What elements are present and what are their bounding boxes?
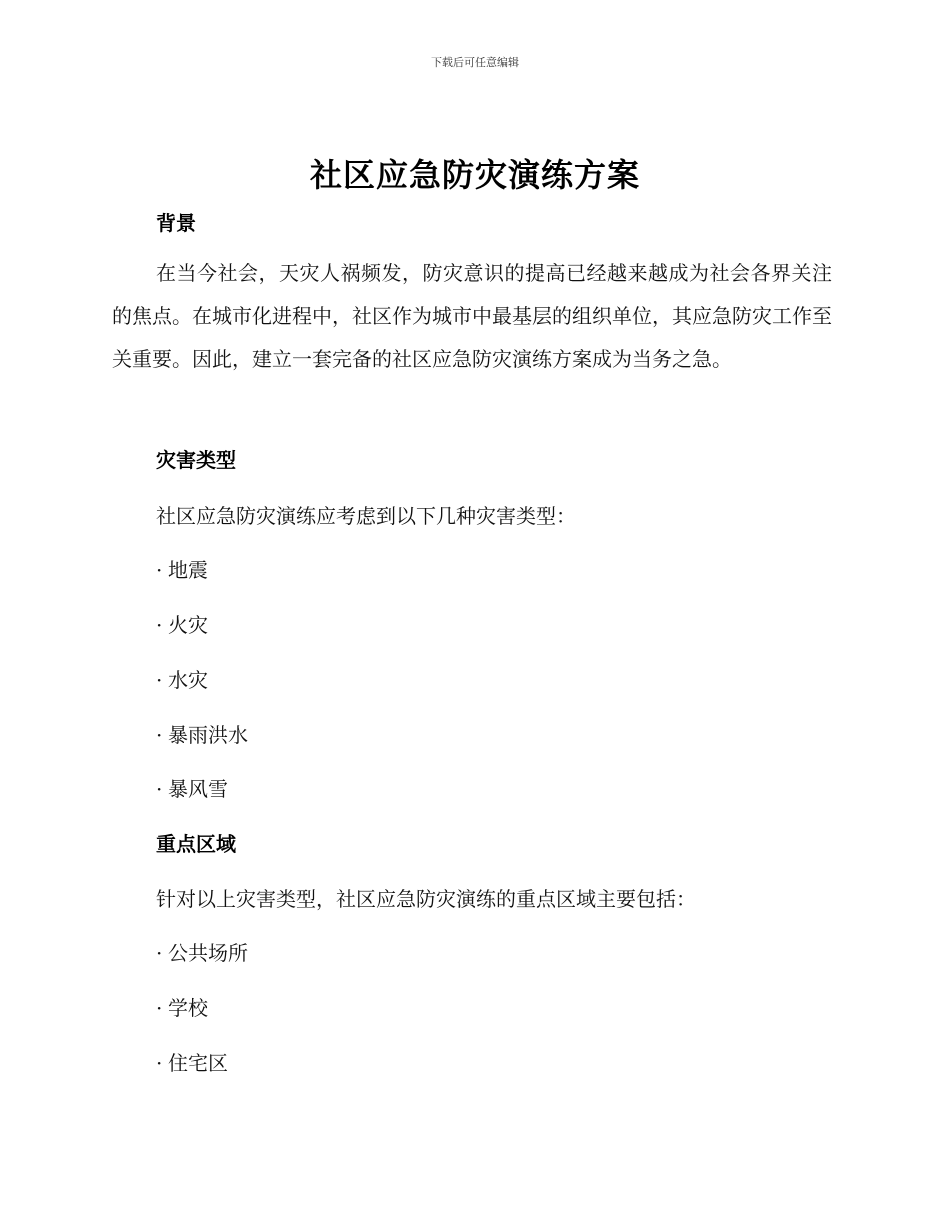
bullet-icon: ·: [156, 941, 163, 965]
disaster-types-intro: 社区应急防灾演练应考虑到以下几种灾害类型：: [156, 504, 576, 528]
background-paragraph: 在当今社会，天灾人祸频发，防灾意识的提高已经越来越成为社会各界关注的焦点。在城市化进程中，社区作为城市中最基层的组织单位，其应急防灾工作至关重要。因此，建立一套完备的社区应急防灾演练方案成为当务之急。: [112, 261, 832, 371]
list-item: · 地震: [156, 558, 208, 582]
list-item: · 学校: [156, 996, 208, 1020]
header-note: 下载后可任意编辑: [431, 56, 519, 69]
bullet-icon: ·: [156, 723, 163, 747]
key-areas-intro: 针对以上灾害类型，社区应急防灾演练的重点区域主要包括：: [156, 887, 696, 911]
list-item: · 水灾: [156, 668, 208, 692]
list-item: · 暴风雪: [156, 777, 228, 801]
bullet-icon: ·: [156, 996, 163, 1020]
bullet-icon: ·: [156, 668, 163, 692]
bullet-icon: ·: [156, 1051, 163, 1075]
section-heading-background: 背景: [156, 211, 196, 235]
list-item: · 火灾: [156, 613, 208, 637]
bullet-icon: ·: [156, 613, 163, 637]
list-item: · 公共场所: [156, 941, 248, 965]
section-heading-key-areas: 重点区域: [156, 832, 236, 856]
document-title: 社区应急防灾演练方案: [309, 156, 640, 194]
section-heading-disaster-types: 灾害类型: [156, 448, 236, 472]
bullet-icon: ·: [156, 777, 163, 801]
list-item: · 住宅区: [156, 1051, 228, 1075]
bullet-icon: ·: [156, 558, 163, 582]
list-item: · 暴雨洪水: [156, 723, 248, 747]
